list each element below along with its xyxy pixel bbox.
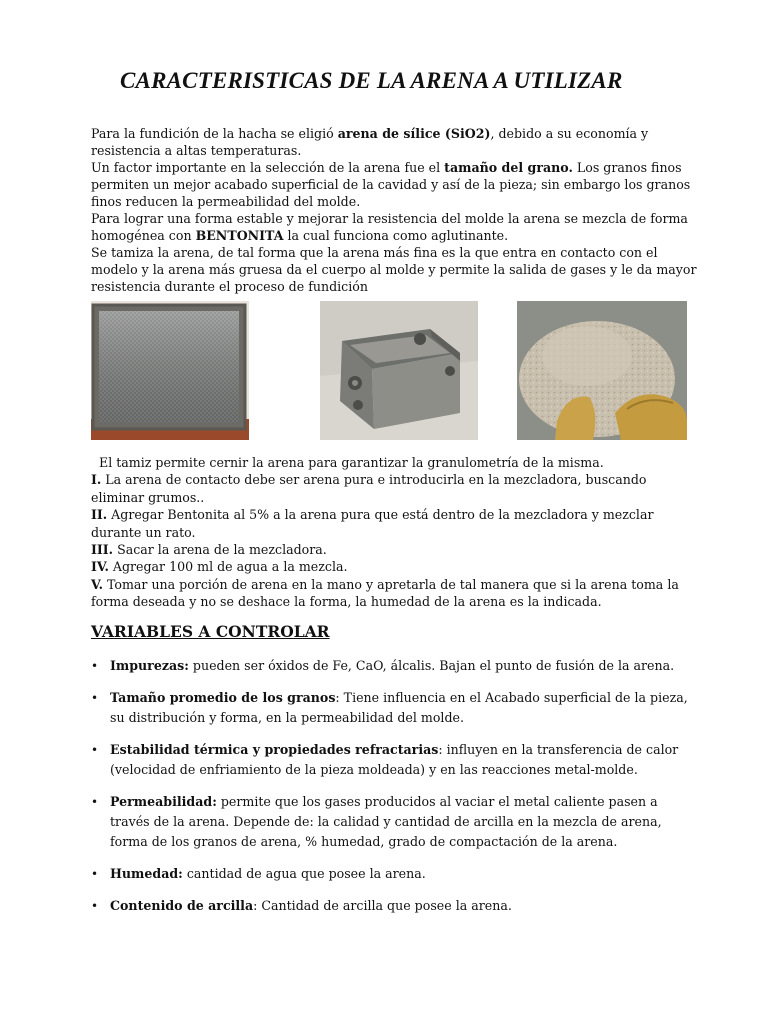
sieve-photo: [91, 301, 249, 440]
step-text: La arena de contacto debe ser arena pura e introducirla en la mezcladora, buscando eliminar grumos..: [91, 472, 647, 505]
variable-term: Humedad:: [110, 866, 183, 881]
intro-paragraph-sieving: Se tamiza la arena, de tal forma que la arena más fina es la que entra en contacto con el modelo y la arena más gruesa da el cuerpo al molde y permite la salida de gases y le da mayor resistencia durante el proceso de fundición: [91, 245, 697, 294]
variable-item-impurezas: [91, 656, 701, 676]
variable-term: Tamaño promedio de los granos: [110, 690, 336, 705]
sand-hands-photo: [517, 301, 687, 440]
variable-item-arcilla: [91, 896, 701, 916]
intro-paragraph-grain-size: [91, 159, 697, 210]
bullet-icon: •: [91, 743, 99, 757]
intro-text-run: Para la fundición de la hacha se eligió: [91, 126, 338, 141]
sieve-caption: El tamiz permite cernir la arena para garantizar la granulometría de la misma.: [99, 455, 604, 470]
variable-term: Impurezas:: [110, 658, 189, 673]
variables-list: [91, 656, 701, 916]
variable-description: : influyen en la transferencia de calor (velocidad de enfriamiento de la pieza moldeada) y en las reacciones metal-molde.: [110, 742, 679, 777]
step-text: Agregar 100 ml de agua a la mezcla.: [108, 559, 348, 575]
bullet-icon: •: [91, 659, 99, 673]
sand-hands-image: [517, 301, 687, 440]
variable-description: : Cantidad de arcilla que posee la arena.: [253, 898, 512, 913]
bullet-icon: •: [91, 867, 99, 881]
step-text: Sacar la arena de la mezcladora.: [113, 542, 327, 558]
intro-paragraph-bentonite: [91, 210, 697, 244]
molding-flask-image: [320, 301, 478, 440]
step-item: [91, 576, 697, 611]
step-number: II.: [91, 507, 108, 523]
steps-section: [91, 454, 697, 611]
intro-paragraph-silica: [91, 125, 697, 159]
step-number: III.: [91, 542, 114, 558]
intro-text-run: , debido a su economía y resistencia a altas temperaturas.: [91, 126, 649, 158]
bullet-icon: •: [91, 795, 99, 809]
step-item: [91, 506, 697, 541]
intro-text-run: la cual funciona como aglutinante.: [283, 228, 509, 243]
step-item: [91, 558, 697, 575]
intro-text-run: Para lograr una forma estable y mejorar la resistencia del molde la arena se mezcla de forma homogénea con: [91, 211, 688, 243]
variable-item-permeabilidad: [91, 792, 701, 852]
intro-bold-term: arena de sílice (SiO2): [337, 126, 491, 141]
variable-item-estabilidad-termica: [91, 740, 701, 780]
step-number: IV.: [91, 559, 109, 575]
variable-description: : Tiene influencia en el Acabado superficial de la pieza, su distribución y forma, en la permeabilidad del molde.: [110, 690, 688, 725]
step-number: V.: [91, 576, 103, 592]
variable-description: permite que los gases producidos al vaciar el metal caliente pasen a través de la arena. Depende de: la calidad y cantidad de arcilla en la mezcla de arena, forma de los granos de arena, % humedad, grado de compactación de la arena.: [110, 794, 662, 849]
page-title: CARACTERISTICAS DE LA ARENA A UTILIZAR: [120, 68, 623, 93]
variable-term: Estabilidad térmica y propiedades refractarias: [110, 742, 439, 757]
step-number: I.: [91, 472, 102, 488]
bullet-icon: •: [91, 691, 99, 705]
step-item: [91, 541, 697, 558]
variables-heading: VARIABLES A CONTROLAR: [91, 622, 330, 641]
sieve-image: [91, 301, 249, 440]
intro-bold-term: BENTONITA: [195, 228, 284, 243]
intro-text: [91, 125, 697, 295]
intro-text-run: Los granos finos permiten un mejor acabado superficial de la cavidad y así de la pieza; sin embargo los granos finos reducen la permeabilidad del molde.: [91, 160, 691, 209]
step-text: Agregar Bentonita al 5% a la arena pura que está dentro de la mezcladora y mezclar durante un rato.: [91, 507, 654, 540]
variable-term: Permeabilidad:: [110, 794, 217, 809]
variable-term: Contenido de arcilla: [110, 898, 254, 913]
intro-bold-term: tamaño del grano.: [444, 160, 573, 175]
step-text: Tomar una porción de arena en la mano y apretarla de tal manera que si la arena toma la forma deseada y no se deshace la forma, la humedad de la arena es la indicada.: [91, 576, 679, 610]
variable-item-tamano-grano: [91, 688, 701, 728]
molding-flask-photo: [320, 301, 478, 440]
variable-description: pueden ser óxidos de Fe, CaO, álcalis. Bajan el punto de fusión de la arena.: [188, 658, 675, 673]
step-item: [91, 471, 697, 506]
variable-item-humedad: [91, 864, 701, 884]
intro-text-run: Un factor importante en la selección de la arena fue el: [91, 160, 445, 175]
variable-description: cantidad de agua que posee la arena.: [182, 866, 426, 881]
bullet-icon: •: [91, 899, 99, 913]
